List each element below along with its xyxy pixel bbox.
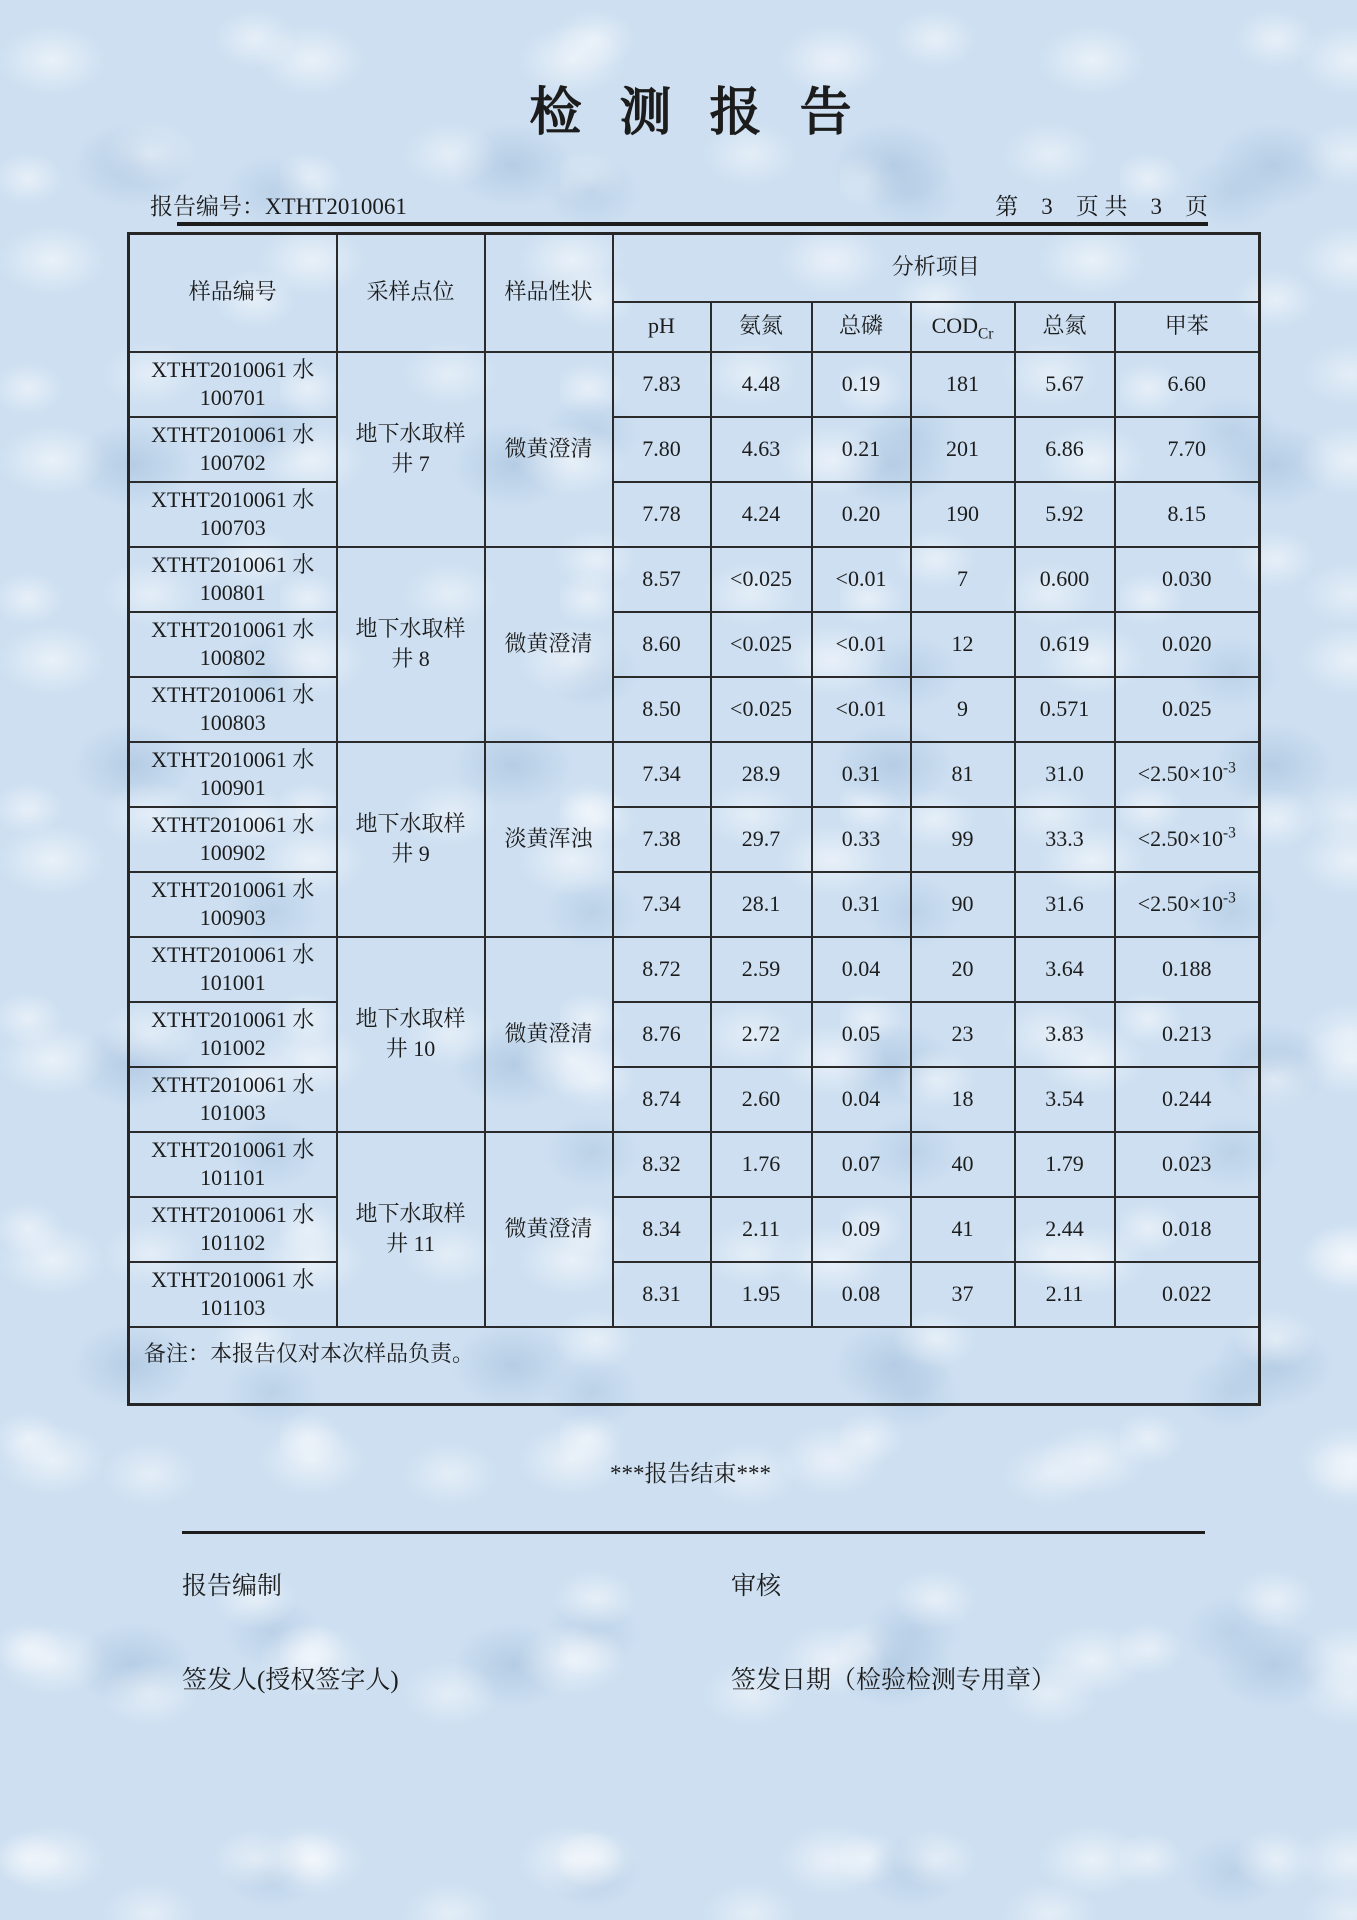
- result-value-cell: <0.01: [812, 547, 911, 612]
- sampling-point-cell: 地下水取样井 10: [337, 937, 485, 1132]
- result-value-cell: 0.09: [812, 1197, 911, 1262]
- result-value-cell: 81: [911, 742, 1015, 807]
- result-value-cell: 0.571: [1015, 677, 1115, 742]
- sample-row: [129, 1002, 1260, 1067]
- signature-rule: [182, 1531, 1205, 1534]
- result-value-cell: 7.34: [613, 872, 711, 937]
- result-value-cell: 7.80: [613, 417, 711, 482]
- sample-id-cell: XTHT2010061 水 101103: [129, 1262, 337, 1327]
- result-value-cell: 201: [911, 417, 1015, 482]
- result-value-cell: $<2.50\times 10^{-3}$: [1115, 872, 1260, 937]
- sample-row: [129, 1262, 1260, 1327]
- result-value-cell: 4.24: [711, 482, 812, 547]
- result-value-cell: 41: [911, 1197, 1015, 1262]
- result-value-cell: 2.11: [711, 1197, 812, 1262]
- result-value-cell: 1.95: [711, 1262, 812, 1327]
- note-cell: 备注：本报告仅对本次样品负责。: [129, 1327, 1260, 1405]
- result-value-cell: 0.244: [1115, 1067, 1260, 1132]
- result-value-cell: 190: [911, 482, 1015, 547]
- result-value-cell: 8.57: [613, 547, 711, 612]
- result-value-cell: 6.86: [1015, 417, 1115, 482]
- results-table-body: [129, 352, 1260, 1405]
- sample-id-cell: XTHT2010061 水 101102: [129, 1197, 337, 1262]
- result-value-cell: 0.19: [812, 352, 911, 417]
- reviewed-by-label: 审核: [731, 1573, 782, 1600]
- result-value-cell: 8.72: [613, 937, 711, 1002]
- sample-appearance-cell: 淡黄浑浊: [485, 742, 613, 937]
- sample-row: [129, 807, 1260, 872]
- result-value-cell: 40: [911, 1132, 1015, 1197]
- header-rule: [177, 222, 1208, 226]
- result-value-cell: 2.11: [1015, 1262, 1115, 1327]
- result-value-cell: 0.05: [812, 1002, 911, 1067]
- column-header-sampling-point: 采样点位: [337, 234, 485, 352]
- result-value-cell: 0.018: [1115, 1197, 1260, 1262]
- result-value-cell: 0.022: [1115, 1262, 1260, 1327]
- sampling-point-cell: 地下水取样井 9: [337, 742, 485, 937]
- result-value-cell: 12: [911, 612, 1015, 677]
- result-value-cell: 0.030: [1115, 547, 1260, 612]
- column-header-ammonia-nitrogen: 氨氮: [711, 302, 812, 352]
- issue-date-label: 签发日期（检验检测专用章）: [731, 1667, 1057, 1694]
- results-table-head: [129, 234, 1260, 352]
- result-value-cell: 7: [911, 547, 1015, 612]
- sample-row: [129, 1197, 1260, 1262]
- result-value-cell: 7.70: [1115, 417, 1260, 482]
- result-value-cell: 5.92: [1015, 482, 1115, 547]
- result-value-cell: 0.31: [812, 872, 911, 937]
- result-value-cell: 2.59: [711, 937, 812, 1002]
- column-header-analysis-items: 分析项目: [613, 234, 1260, 302]
- result-value-cell: 0.600: [1015, 547, 1115, 612]
- results-table: [127, 232, 1261, 1406]
- result-value-cell: 0.04: [812, 937, 911, 1002]
- result-value-cell: 8.34: [613, 1197, 711, 1262]
- result-value-cell: $<2.50\times 10^{-3}$: [1115, 807, 1260, 872]
- result-value-cell: 0.213: [1115, 1002, 1260, 1067]
- sample-id-cell: XTHT2010061 水 100701: [129, 352, 337, 417]
- result-value-cell: 1.79: [1015, 1132, 1115, 1197]
- result-value-cell: 4.48: [711, 352, 812, 417]
- sample-id-cell: XTHT2010061 水 101101: [129, 1132, 337, 1197]
- column-header-ph: pH: [613, 302, 711, 352]
- result-value-cell: 8.32: [613, 1132, 711, 1197]
- note-row: [129, 1327, 1260, 1405]
- sample-id-cell: XTHT2010061 水 100703: [129, 482, 337, 547]
- sample-appearance-cell: 微黄澄清: [485, 1132, 613, 1327]
- column-header-total-nitrogen: 总氮: [1015, 302, 1115, 352]
- result-value-cell: 1.76: [711, 1132, 812, 1197]
- report-number-label: 报告编号：: [150, 194, 265, 219]
- result-value-cell: $<2.50\times 10^{-3}$: [1115, 742, 1260, 807]
- sample-row: [129, 612, 1260, 677]
- sample-row: [129, 742, 1260, 807]
- sample-row: [129, 547, 1260, 612]
- result-value-cell: 0.020: [1115, 612, 1260, 677]
- result-value-cell: 28.9: [711, 742, 812, 807]
- result-value-cell: 8.50: [613, 677, 711, 742]
- result-value-cell: 4.63: [711, 417, 812, 482]
- report-meta-row: [150, 188, 1208, 221]
- page-title: 检 测 报 告: [529, 83, 862, 143]
- sample-row: [129, 937, 1260, 1002]
- result-value-cell: 28.1: [711, 872, 812, 937]
- sample-id-cell: XTHT2010061 水 100802: [129, 612, 337, 677]
- result-value-cell: 33.3: [1015, 807, 1115, 872]
- column-header-toluene: 甲苯: [1115, 302, 1260, 352]
- sample-id-cell: XTHT2010061 水 100803: [129, 677, 337, 742]
- result-value-cell: 0.33: [812, 807, 911, 872]
- result-value-cell: 2.44: [1015, 1197, 1115, 1262]
- column-header-sample-id: 样品编号: [129, 234, 337, 352]
- result-value-cell: 8.60: [613, 612, 711, 677]
- result-value-cell: 0.619: [1015, 612, 1115, 677]
- sample-row: [129, 1067, 1260, 1132]
- result-value-cell: 18: [911, 1067, 1015, 1132]
- result-value-cell: 8.76: [613, 1002, 711, 1067]
- sample-id-cell: XTHT2010061 水 101002: [129, 1002, 337, 1067]
- result-value-cell: 0.07: [812, 1132, 911, 1197]
- result-value-cell: 0.188: [1115, 937, 1260, 1002]
- sample-row: [129, 872, 1260, 937]
- report-end-text: ***报告结束***: [610, 1461, 771, 1486]
- result-value-cell: 0.04: [812, 1067, 911, 1132]
- result-value-cell: 7.38: [613, 807, 711, 872]
- header-row-top: [129, 234, 1260, 302]
- sample-row: [129, 677, 1260, 742]
- sample-id-cell: XTHT2010061 水 101003: [129, 1067, 337, 1132]
- sample-id-cell: XTHT2010061 水 100902: [129, 807, 337, 872]
- page-indicator: 第 3 页 共 3 页: [995, 194, 1208, 219]
- result-value-cell: 0.21: [812, 417, 911, 482]
- sampling-point-cell: 地下水取样井 11: [337, 1132, 485, 1327]
- result-value-cell: 29.7: [711, 807, 812, 872]
- result-value-cell: 7.34: [613, 742, 711, 807]
- result-value-cell: 2.72: [711, 1002, 812, 1067]
- result-value-cell: 3.64: [1015, 937, 1115, 1002]
- result-value-cell: 0.08: [812, 1262, 911, 1327]
- result-value-cell: 0.20: [812, 482, 911, 547]
- sample-id-cell: XTHT2010061 水 100801: [129, 547, 337, 612]
- report-number: [150, 188, 407, 221]
- sample-id-cell: XTHT2010061 水 101001: [129, 937, 337, 1002]
- prepared-by-label: 报告编制: [182, 1573, 283, 1600]
- sample-appearance-cell: 微黄澄清: [485, 352, 613, 547]
- result-value-cell: 31.6: [1015, 872, 1115, 937]
- result-value-cell: 0.023: [1115, 1132, 1260, 1197]
- sampling-point-cell: 地下水取样井 7: [337, 352, 485, 547]
- sampling-point-cell: 地下水取样井 8: [337, 547, 485, 742]
- column-header-sample-appearance: 样品性状: [485, 234, 613, 352]
- result-value-cell: 8.15: [1115, 482, 1260, 547]
- result-value-cell: 6.60: [1115, 352, 1260, 417]
- report-number-value: XTHT2010061: [265, 194, 407, 219]
- result-value-cell: 0.31: [812, 742, 911, 807]
- sample-id-cell: XTHT2010061 水 100901: [129, 742, 337, 807]
- result-value-cell: <0.01: [812, 612, 911, 677]
- result-value-cell: 7.83: [613, 352, 711, 417]
- result-value-cell: 2.60: [711, 1067, 812, 1132]
- sample-id-cell: XTHT2010061 水 100903: [129, 872, 337, 937]
- column-header-cod-cr: $COD_{Cr}$: [911, 302, 1015, 352]
- column-header-total-phosphorus: 总磷: [812, 302, 911, 352]
- signer-label: 签发人(授权签字人): [182, 1667, 399, 1694]
- sample-id-cell: XTHT2010061 水 100702: [129, 417, 337, 482]
- result-value-cell: 37: [911, 1262, 1015, 1327]
- result-value-cell: 90: [911, 872, 1015, 937]
- sample-row: [129, 352, 1260, 417]
- sample-appearance-cell: 微黄澄清: [485, 547, 613, 742]
- result-value-cell: 3.83: [1015, 1002, 1115, 1067]
- result-value-cell: <0.025: [711, 677, 812, 742]
- result-value-cell: 8.31: [613, 1262, 711, 1327]
- result-value-cell: <0.025: [711, 612, 812, 677]
- result-value-cell: 99: [911, 807, 1015, 872]
- result-value-cell: <0.025: [711, 547, 812, 612]
- result-value-cell: 3.54: [1015, 1067, 1115, 1132]
- result-value-cell: 31.0: [1015, 742, 1115, 807]
- result-value-cell: 9: [911, 677, 1015, 742]
- sample-row: [129, 482, 1260, 547]
- result-value-cell: 23: [911, 1002, 1015, 1067]
- sample-appearance-cell: 微黄澄清: [485, 937, 613, 1132]
- result-value-cell: 5.67: [1015, 352, 1115, 417]
- result-value-cell: 0.025: [1115, 677, 1260, 742]
- result-value-cell: 181: [911, 352, 1015, 417]
- result-value-cell: 20: [911, 937, 1015, 1002]
- result-value-cell: 8.74: [613, 1067, 711, 1132]
- sample-row: [129, 1132, 1260, 1197]
- result-value-cell: <0.01: [812, 677, 911, 742]
- result-value-cell: 7.78: [613, 482, 711, 547]
- sample-row: [129, 417, 1260, 482]
